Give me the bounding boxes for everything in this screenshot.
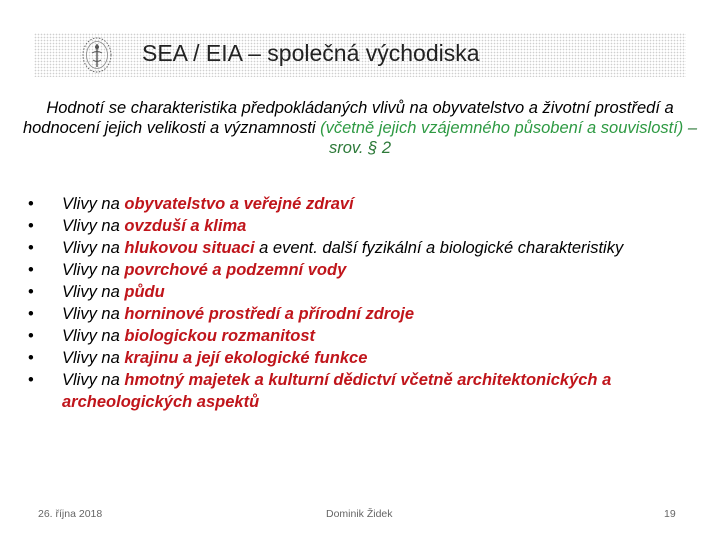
list-item [28,193,698,215]
bullet-icon: • [28,261,34,279]
list-item [28,325,698,347]
list-item-prefix: Vlivy na [62,195,125,213]
list-item-highlight: krajinu a její ekologické funkce [124,349,368,367]
list-item-highlight: obyvatelstvo a veřejné zdraví [124,195,354,213]
footer-page-number: 19 [664,508,676,520]
list-item [28,259,698,281]
list-item-highlight: biologickou rozmanitost [124,327,316,345]
list-item-prefix: Vlivy na [62,305,125,323]
list-item [28,237,698,259]
slide-title: SEA / EIA – společná východiska [142,40,480,66]
list-item-prefix: Vlivy na [62,327,125,345]
list-item-prefix: Vlivy na [62,283,125,301]
bullet-icon: • [28,349,34,367]
list-item [28,303,698,325]
list-item-suffix: a event. další fyzikální a biologické charakteristiky [254,239,624,257]
impact-list [28,193,698,413]
bullet-icon: • [28,371,34,389]
university-seal-icon [80,35,114,75]
list-item [28,281,698,303]
list-item-prefix: Vlivy na [62,261,125,279]
bullet-icon: • [28,283,34,301]
list-item-prefix: Vlivy na [62,239,125,257]
intro-reference: – srov. § 2 [328,119,698,157]
intro-text: Hodnotí se charakteristika předpokládaných vlivů na obyvatelstvo a životní prostředí a hodnocení jejich velikosti a významnosti [22,99,674,137]
bullet-icon: • [28,239,34,257]
list-item-highlight: hlukovou situaci [124,239,255,257]
bullet-icon: • [28,305,34,323]
footer-date: 26. října 2018 [38,508,103,520]
list-item [28,369,698,413]
list-item-highlight: hmotný majetek a kulturní dědictví včetně architektonických a archeologických aspektů [62,371,612,411]
list-item-highlight: půdu [124,283,165,301]
list-item [28,215,698,237]
list-item-highlight: horninové prostředí a přírodní zdroje [124,305,415,323]
list-item [28,347,698,369]
bullet-icon: • [28,217,34,235]
footer-author: Dominik Židek [326,508,393,520]
bullet-icon: • [28,195,34,213]
list-item-prefix: Vlivy na [62,371,125,389]
list-item-prefix: Vlivy na [62,217,125,235]
list-item-highlight: ovzduší a klima [124,217,247,235]
bullet-icon: • [28,327,34,345]
intro-paragraph [22,98,698,158]
list-item-prefix: Vlivy na [62,349,125,367]
list-item-highlight: povrchové a podzemní vody [124,261,347,279]
intro-parenthetical: (včetně jejich vzájemného působení a souvislostí) [320,119,684,137]
